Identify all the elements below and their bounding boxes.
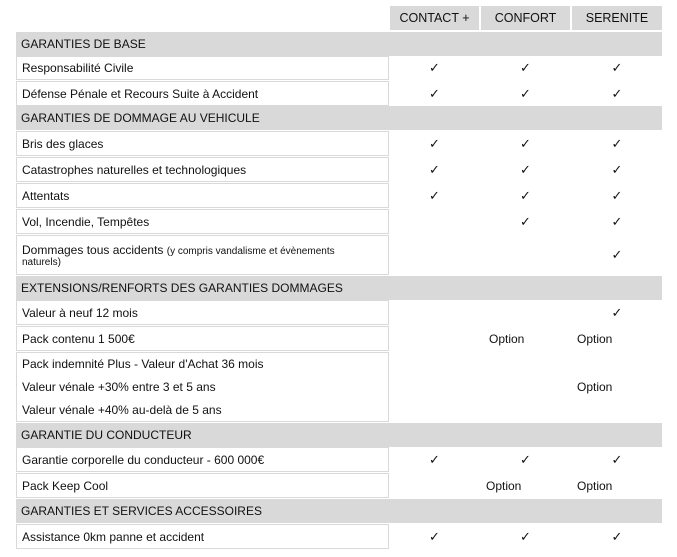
row-label-main: Dommages tous accidents [22, 242, 164, 257]
row-label: Défense Pénale et Recours Suite à Accident [17, 82, 388, 105]
row-label [17, 236, 388, 274]
row-label: Vol, Incendie, Tempêtes [17, 210, 388, 233]
row-label-cell [16, 131, 389, 156]
section-header: EXTENSIONS/RENFORTS DES GARANTIES DOMMAGES [16, 276, 662, 300]
section-header: GARANTIES DE DOMMAGE AU VEHICULE [16, 106, 662, 130]
section-header: GARANTIE DU CONDUCTEUR [16, 423, 662, 447]
check-cell: ✓ [390, 525, 479, 548]
row-label-cell [16, 56, 389, 80]
check-cell: ✓ [390, 57, 479, 79]
check-cell: ✓ [481, 132, 570, 155]
section-header: GARANTIES DE BASE [16, 32, 662, 56]
check-cell: ✓ [572, 82, 662, 105]
check-cell: ✓ [572, 525, 662, 548]
option-cell: Option [481, 327, 570, 350]
row-label: Pack contenu 1 500€ [17, 327, 388, 350]
row-label: Valeur à neuf 12 mois [17, 301, 388, 324]
check-cell [481, 236, 570, 274]
row-label: Responsabilité Civile [17, 57, 388, 79]
check-cell [390, 210, 479, 233]
row-label-line: Valeur vénale +40% au-delà de 5 ans [22, 402, 222, 417]
row-label-cell [16, 157, 389, 182]
option-cell: Option [481, 474, 570, 497]
row-label-cell [16, 209, 389, 234]
check-cell [481, 301, 570, 324]
row-label-cell [16, 473, 389, 498]
column-header-serenite: SERENITE [572, 6, 662, 30]
row-label-cell [16, 524, 389, 549]
column-header-contact-plus: CONTACT + [390, 6, 479, 30]
check-cell: ✓ [481, 448, 570, 471]
check-cell: ✓ [481, 525, 570, 548]
check-cell: ✓ [572, 57, 662, 79]
row-label: Pack Keep Cool [17, 474, 388, 497]
check-cell: ✓ [481, 184, 570, 207]
option-cell: Option [572, 353, 662, 421]
check-cell: ✓ [572, 448, 662, 471]
row-label [17, 353, 388, 421]
row-label-cell [16, 183, 389, 208]
row-label-line: Valeur vénale +30% entre 3 et 5 ans [22, 379, 216, 394]
row-label-note: (y compris vandalisme et évènements [166, 245, 335, 257]
row-label-line [22, 243, 335, 257]
check-cell: ✓ [481, 158, 570, 181]
row-label-line: Pack indemnité Plus - Valeur d'Achat 36 mois [22, 357, 264, 372]
check-cell: ✓ [390, 448, 479, 471]
row-label-cell [16, 326, 389, 351]
check-cell: ✓ [572, 158, 662, 181]
row-label-cell [16, 300, 389, 325]
check-cell: ✓ [390, 132, 479, 155]
option-cell [390, 353, 479, 421]
check-cell [390, 236, 479, 274]
row-label-cell [16, 81, 389, 106]
check-cell: ✓ [390, 158, 479, 181]
check-cell [390, 301, 479, 324]
check-cell: ✓ [572, 184, 662, 207]
row-label: Attentats [17, 184, 388, 207]
option-cell: Option [572, 474, 662, 497]
check-cell: ✓ [572, 132, 662, 155]
check-cell: ✓ [481, 82, 570, 105]
row-label-cell [16, 447, 389, 472]
row-label: Garantie corporelle du conducteur - 600 000€ [17, 448, 388, 471]
option-cell: Option [572, 327, 662, 350]
check-cell: ✓ [572, 210, 662, 233]
option-cell [390, 474, 479, 497]
row-label: Catastrophes naturelles et technologiques [17, 158, 388, 181]
option-cell [390, 327, 479, 350]
row-label-cell [16, 235, 389, 275]
row-label: Assistance 0km panne et accident [17, 525, 388, 548]
column-header-confort: CONFORT [481, 6, 570, 30]
check-cell: ✓ [390, 184, 479, 207]
check-cell: ✓ [481, 57, 570, 79]
check-cell: ✓ [390, 82, 479, 105]
row-label-cell [16, 352, 389, 422]
section-header: GARANTIES ET SERVICES ACCESSOIRES [16, 499, 662, 523]
check-cell: ✓ [572, 301, 662, 324]
option-cell [481, 353, 570, 421]
check-cell: ✓ [481, 210, 570, 233]
check-cell: ✓ [572, 236, 662, 274]
row-label-note: naturels) [22, 256, 61, 268]
row-label: Bris des glaces [17, 132, 388, 155]
